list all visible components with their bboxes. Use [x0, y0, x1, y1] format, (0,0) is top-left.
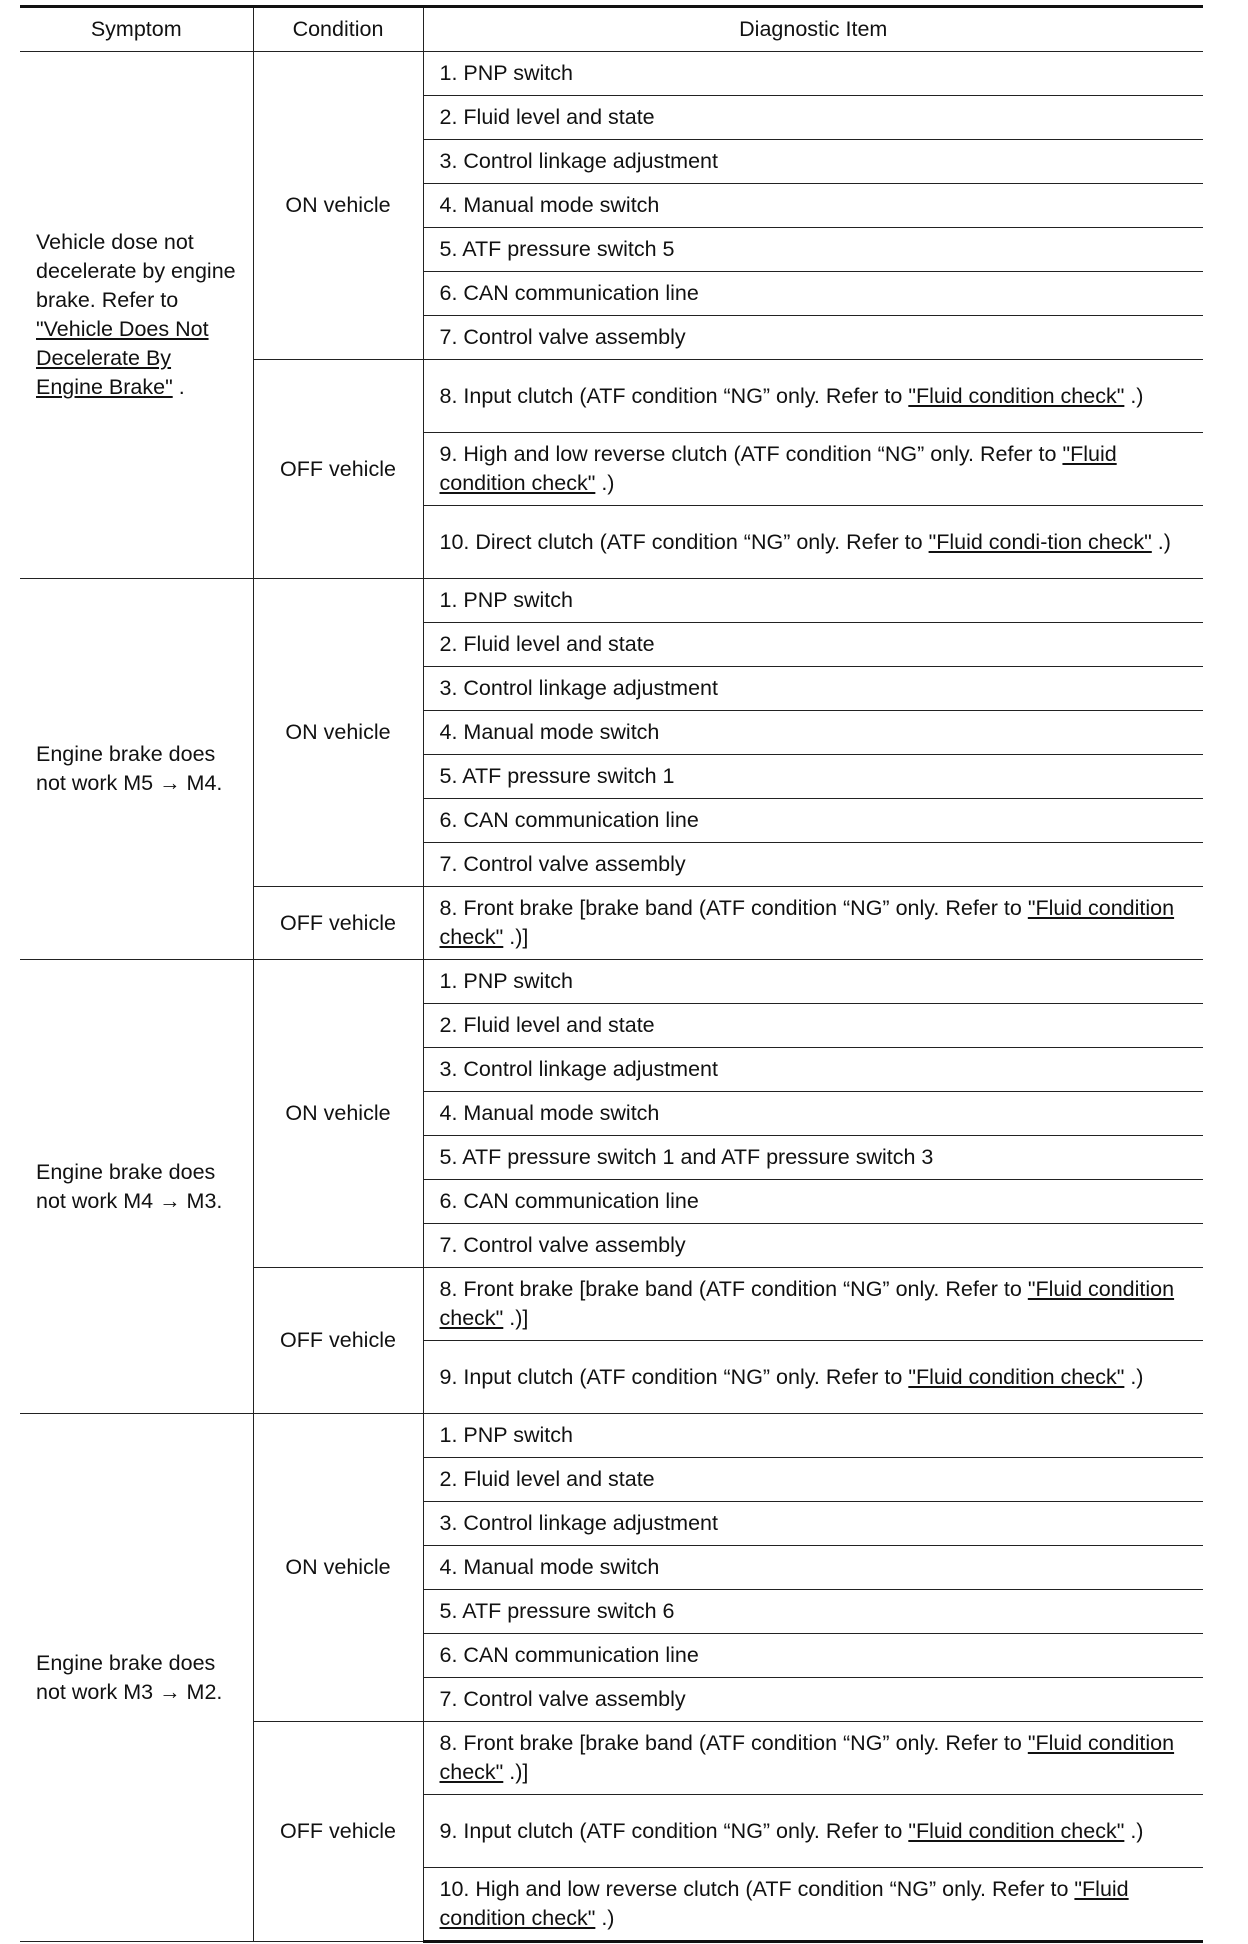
table-header-row [20, 7, 1203, 52]
cell-text: 8. Front brake [brake band (ATF condition “NG” only. Refer to [439, 1731, 1028, 1755]
reference-link[interactable]: "Vehicle Does Not Decelerate By Engine Brake" [36, 317, 209, 399]
diagnostic-item-cell [423, 1795, 1203, 1868]
diagnostic-item-cell [423, 1722, 1203, 1795]
diagnostic-item-cell [423, 1136, 1203, 1180]
diagnostic-item-cell [423, 506, 1203, 579]
cell-suffix: . [172, 375, 185, 399]
diagnostic-item-cell [423, 1590, 1203, 1634]
cell-text: Engine brake does not work M5 → M4. [36, 742, 223, 795]
cell-text: 2. Fluid level and state [439, 1013, 655, 1037]
diagnostic-item-cell [423, 228, 1203, 272]
cell-text: 4. Manual mode switch [439, 720, 660, 744]
table-row [20, 960, 1203, 1004]
condition-cell: OFF vehicle [253, 1722, 423, 1942]
symptom-cell [20, 52, 253, 579]
cell-text: 9. High and low reverse clutch (ATF condition “NG” only. Refer to [439, 442, 1063, 466]
diagnostic-item-cell [423, 755, 1203, 799]
diagnostic-item-cell [423, 887, 1203, 960]
cell-text: Engine brake does not work M3 → M2. [36, 1650, 223, 1704]
diagnostic-table [20, 5, 1203, 1943]
diagnostic-item-cell [423, 433, 1203, 506]
cell-text: 7. Control valve assembly [439, 325, 686, 349]
cell-suffix: .) [1124, 383, 1144, 408]
reference-link[interactable]: "Fluid condition check" [439, 1277, 1175, 1330]
cell-suffix: .)] [503, 1306, 529, 1330]
condition-cell: OFF vehicle [253, 887, 423, 960]
diagnostic-item-cell [423, 623, 1203, 667]
diagnostic-item-cell [423, 1634, 1203, 1678]
diagnostic-item-cell [423, 316, 1203, 360]
cell-text: 5. ATF pressure switch 6 [439, 1599, 675, 1623]
cell-text: 6. CAN communication line [439, 808, 699, 832]
diagnostic-item-cell [423, 1502, 1203, 1546]
cell-text: 1. PNP switch [439, 969, 573, 993]
cell-text: 7. Control valve assembly [439, 1687, 686, 1711]
diagnostic-item-cell [423, 1268, 1203, 1341]
header-condition: Condition [253, 7, 423, 52]
diagnostic-item-cell [423, 1546, 1203, 1590]
cell-text: 6. CAN communication line [439, 1189, 699, 1213]
cell-text: Engine brake does not work M4 → M3. [36, 1159, 223, 1213]
header-symptom: Symptom [20, 7, 253, 52]
cell-text: 5. ATF pressure switch 5 [439, 237, 675, 261]
condition-cell: ON vehicle [253, 579, 423, 887]
cell-text: 6. CAN communication line [439, 1643, 699, 1667]
diagnostic-item-cell [423, 1092, 1203, 1136]
table-body [20, 52, 1203, 1942]
diagnostic-item-cell [423, 1180, 1203, 1224]
cell-text: 1. PNP switch [439, 61, 573, 85]
cell-text: 8. Input clutch (ATF condition “NG” only. Refer to [439, 383, 909, 408]
cell-text: 3. Control linkage adjustment [439, 1511, 718, 1535]
cell-text: 9. Input clutch (ATF condition “NG” only. Refer to [439, 1818, 909, 1843]
condition-cell: OFF vehicle [253, 360, 423, 579]
reference-link[interactable]: "Fluid condition check" [908, 1364, 1125, 1389]
header-diagnostic-item: Diagnostic Item [423, 7, 1203, 52]
cell-text: 7. Control valve assembly [439, 1233, 686, 1257]
cell-text: 2. Fluid level and state [439, 632, 655, 656]
condition-cell: ON vehicle [253, 52, 423, 360]
diagnostic-item-cell [423, 1414, 1203, 1458]
symptom-cell [20, 960, 253, 1414]
cell-text: 4. Manual mode switch [439, 193, 660, 217]
reference-link[interactable]: "Fluid condition check" [908, 383, 1125, 408]
cell-text: 2. Fluid level and state [439, 1467, 655, 1491]
reference-link[interactable]: "Fluid condition check" [439, 442, 1117, 495]
diagnostic-item-cell [423, 1224, 1203, 1268]
condition-cell: ON vehicle [253, 960, 423, 1268]
reference-link[interactable]: "Fluid condition check" [439, 1877, 1129, 1930]
diagnostic-item-cell [423, 1678, 1203, 1722]
condition-cell: OFF vehicle [253, 1268, 423, 1414]
cell-text: 3. Control linkage adjustment [439, 1057, 718, 1081]
table-row [20, 52, 1203, 96]
cell-text: 8. Front brake [brake band (ATF condition “NG” only. Refer to [439, 1277, 1028, 1301]
cell-text: 5. ATF pressure switch 1 and ATF pressure switch 3 [439, 1145, 934, 1169]
cell-suffix: .) [595, 1906, 615, 1930]
diagnostic-item-cell [423, 1004, 1203, 1048]
cell-text: 3. Control linkage adjustment [439, 149, 718, 173]
diagnostic-item-cell [423, 667, 1203, 711]
diagnostic-item-cell [423, 272, 1203, 316]
cell-text: 5. ATF pressure switch 1 [439, 764, 675, 788]
diagnostic-item-cell [423, 843, 1203, 887]
diagnostic-item-cell [423, 1868, 1203, 1942]
symptom-cell [20, 579, 253, 960]
cell-suffix: .) [1124, 1364, 1144, 1389]
cell-text: 6. CAN communication line [439, 281, 699, 305]
cell-text: 4. Manual mode switch [439, 1101, 660, 1125]
diagnostic-item-cell [423, 184, 1203, 228]
reference-link[interactable]: "Fluid condition check" [439, 896, 1175, 949]
diagnostic-item-cell [423, 96, 1203, 140]
cell-text: 3. Control linkage adjustment [439, 676, 718, 700]
diagnostic-item-cell [423, 52, 1203, 96]
reference-link[interactable]: "Fluid condition check" [439, 1731, 1175, 1784]
condition-cell: ON vehicle [253, 1414, 423, 1722]
diagnostic-item-cell [423, 1458, 1203, 1502]
diagnostic-item-cell [423, 579, 1203, 623]
table-row [20, 1414, 1203, 1458]
cell-text: 10. High and low reverse clutch (ATF condition “NG” only. Refer to [439, 1877, 1075, 1901]
cell-text: 4. Manual mode switch [439, 1555, 660, 1579]
cell-suffix: .) [595, 471, 615, 495]
diagnostic-item-cell [423, 1048, 1203, 1092]
diagnostic-item-cell [423, 360, 1203, 433]
diagnostic-item-cell [423, 799, 1203, 843]
table-row [20, 579, 1203, 623]
cell-suffix: .) [1124, 1818, 1144, 1843]
cell-suffix: .) [1151, 529, 1171, 554]
symptom-cell [20, 1414, 253, 1942]
cell-text: Vehicle dose not decelerate by engine brake. Refer to [36, 230, 236, 312]
cell-text: 2. Fluid level and state [439, 105, 655, 129]
cell-text: 1. PNP switch [439, 1423, 573, 1447]
diagnostic-item-cell [423, 140, 1203, 184]
cell-text: 9. Input clutch (ATF condition “NG” only. Refer to [439, 1364, 909, 1389]
cell-text: 7. Control valve assembly [439, 852, 686, 876]
cell-suffix: .)] [503, 925, 529, 949]
diagnostic-item-cell [423, 1341, 1203, 1414]
cell-suffix: .)] [503, 1760, 529, 1784]
reference-link[interactable]: "Fluid condition check" [908, 1818, 1125, 1843]
cell-text: 8. Front brake [brake band (ATF condition “NG” only. Refer to [439, 896, 1028, 920]
diagnostic-item-cell [423, 711, 1203, 755]
diagnostic-item-cell [423, 960, 1203, 1004]
reference-link[interactable]: "Fluid condi-tion check" [928, 529, 1152, 554]
cell-text: 10. Direct clutch (ATF condition “NG” only. Refer to [439, 529, 929, 554]
cell-text: 1. PNP switch [439, 588, 573, 612]
